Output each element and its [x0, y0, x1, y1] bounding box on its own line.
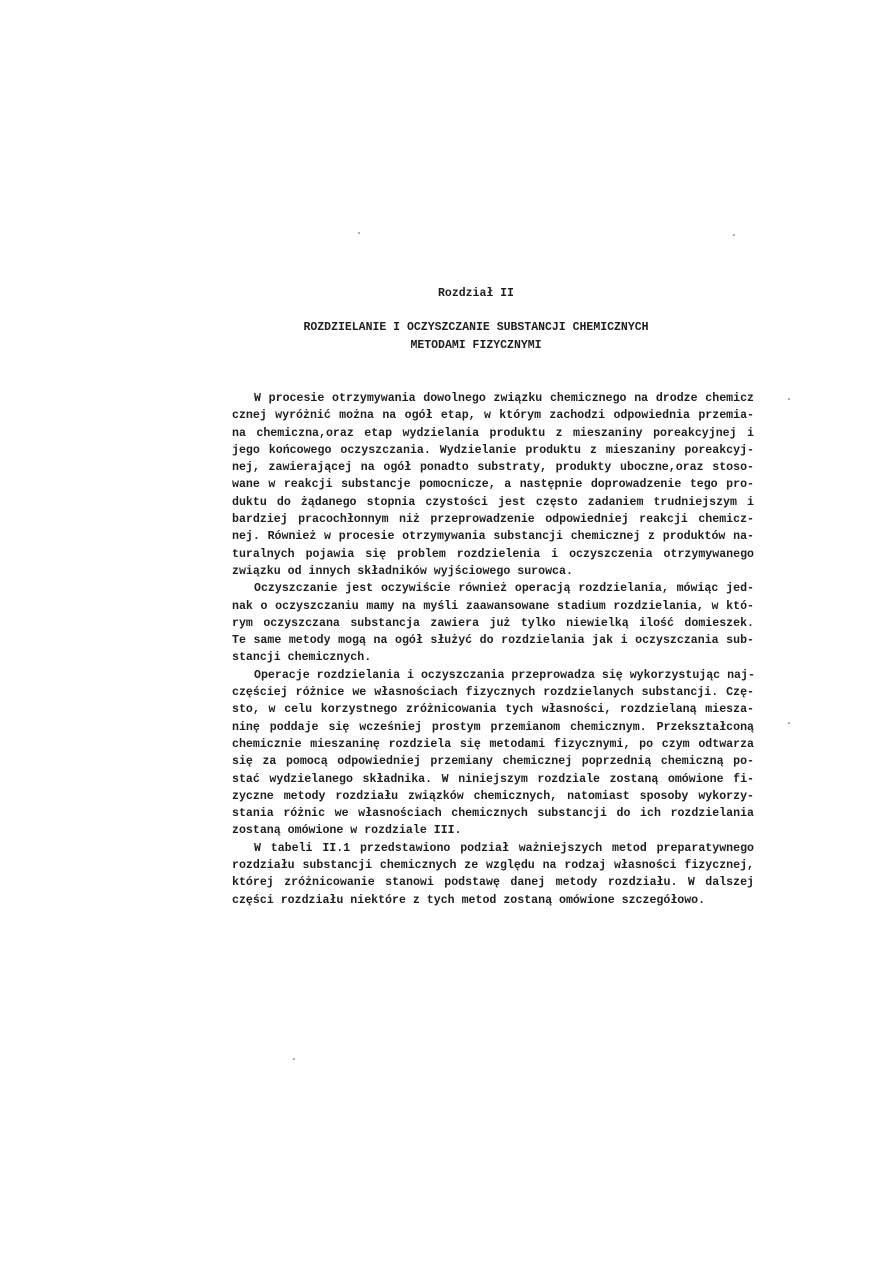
text-line: nak o oczyszczaniu mamy na myśli zaawansowane stadium rozdzielania, w któ- [232, 599, 754, 613]
text-line: zyczne metody rozdziału związków chemicznych, natomiast sposoby wykorzy- [232, 789, 754, 803]
text-line: Operacje rozdzielania i oczyszczania przeprowadza się wykorzystując naj- [254, 668, 755, 682]
text-line: której zróżnicowanie stanowi podstawę danej metody rozdziału. W dalszej [232, 876, 754, 890]
text-line: częściej różnice we własnościach fizycznych rozdzielanych substancji. Czę- [232, 686, 754, 700]
text-line: na chemiczna,oraz etap wydzielania produktu z mieszaniny poreakcyjnej i [232, 426, 754, 440]
chapter-title-line: METODAMI FIZYCZNYMI [410, 339, 542, 352]
scan-speck [788, 398, 790, 400]
text-line: stania różnic we własnościach chemicznych substancji do ich rozdzielania [232, 807, 754, 821]
text-line: się za pomocą odpowiedniej przemiany chemicznej poprzednią chemiczną po- [232, 755, 754, 769]
text-line: części rozdziału niektóre z tych metod zostaną omówione szczegółowo. [232, 893, 706, 907]
text-line: chemicznie mieszaninę rozdziela się metodami fizycznymi, po czym odtwarza [232, 737, 754, 751]
text-line: wane w reakcji substancje pomocnicze, a następnie doprowadzenie tego pro- [232, 478, 754, 492]
scan-speck [733, 234, 735, 236]
text-line: rym oczyszczana substancja zawiera już tylko niewielką ilość domieszek. [232, 616, 754, 630]
chapter-title [0, 319, 893, 355]
text-line: W procesie otrzymywania dowolnego związku chemicznego na drodze chemicz [254, 392, 754, 405]
scan-speck [788, 722, 790, 724]
text-line: duktu do żądanego stopnia czystości jest często zadaniem trudniejszym i [232, 495, 754, 509]
text-line: bardziej pracochłonnym niż przeprowadzenie odpowiedniej reakcji chemicz- [232, 513, 754, 527]
text-line: stać wydzielanego składnika. W niniejszym rozdziale zostaną omówione fi- [232, 772, 754, 786]
text-line: zostaną omówione w rozdziale III. [232, 824, 462, 838]
text-line: rozdziału substancji chemicznych ze względu na rodzaj własności fizycznej, [232, 859, 754, 873]
chapter-title-line: ROZDZIELANIE I OCZYSZCZANIE SUBSTANCJI CHEMICZNYCH [303, 321, 649, 334]
text-line: sto, w celu korzystnego zróżnicowania tych własności, rozdzielaną miesza- [232, 703, 754, 717]
body-text [232, 390, 754, 909]
chapter-heading: Rozdział II [438, 287, 514, 300]
text-line: nej, zawierającej na ogół ponadto substraty, produkty uboczne,oraz stoso- [232, 461, 754, 475]
text-line: jego końcowego oczyszczania. Wydzielanie produktu z mieszaniny poreakcyj- [232, 443, 754, 457]
text-line: Te same metody mogą na ogół służyć do rozdzielania jak i oczyszczania sub- [232, 634, 754, 648]
text-line: ninę poddaje się wcześniej prostym przemianom chemicznym. Przekształconą [232, 720, 754, 734]
text-line: Oczyszczanie jest oczywiście również operacją rozdzielania, mówiąc jed- [254, 582, 754, 596]
text-line: stancji chemicznych. [232, 651, 372, 665]
text-line: cznej wyróżnić można na ogół etap, w którym zachodzi odpowiednia przemia- [232, 409, 754, 423]
text-line: nej. Również w procesie otrzymywania substancji chemicznej z produktów na- [232, 530, 754, 544]
text-line: związku od innych składników wyjściowego surowca. [232, 564, 573, 578]
text-line: turalnych pojawia się problem rozdzielenia i oczyszczenia otrzymywanego [232, 547, 754, 561]
text-line: W tabeli II.1 przedstawiono podział ważniejszych metod preparatywnego [254, 841, 754, 855]
scan-speck [293, 1058, 295, 1060]
scan-speck [358, 232, 360, 234]
